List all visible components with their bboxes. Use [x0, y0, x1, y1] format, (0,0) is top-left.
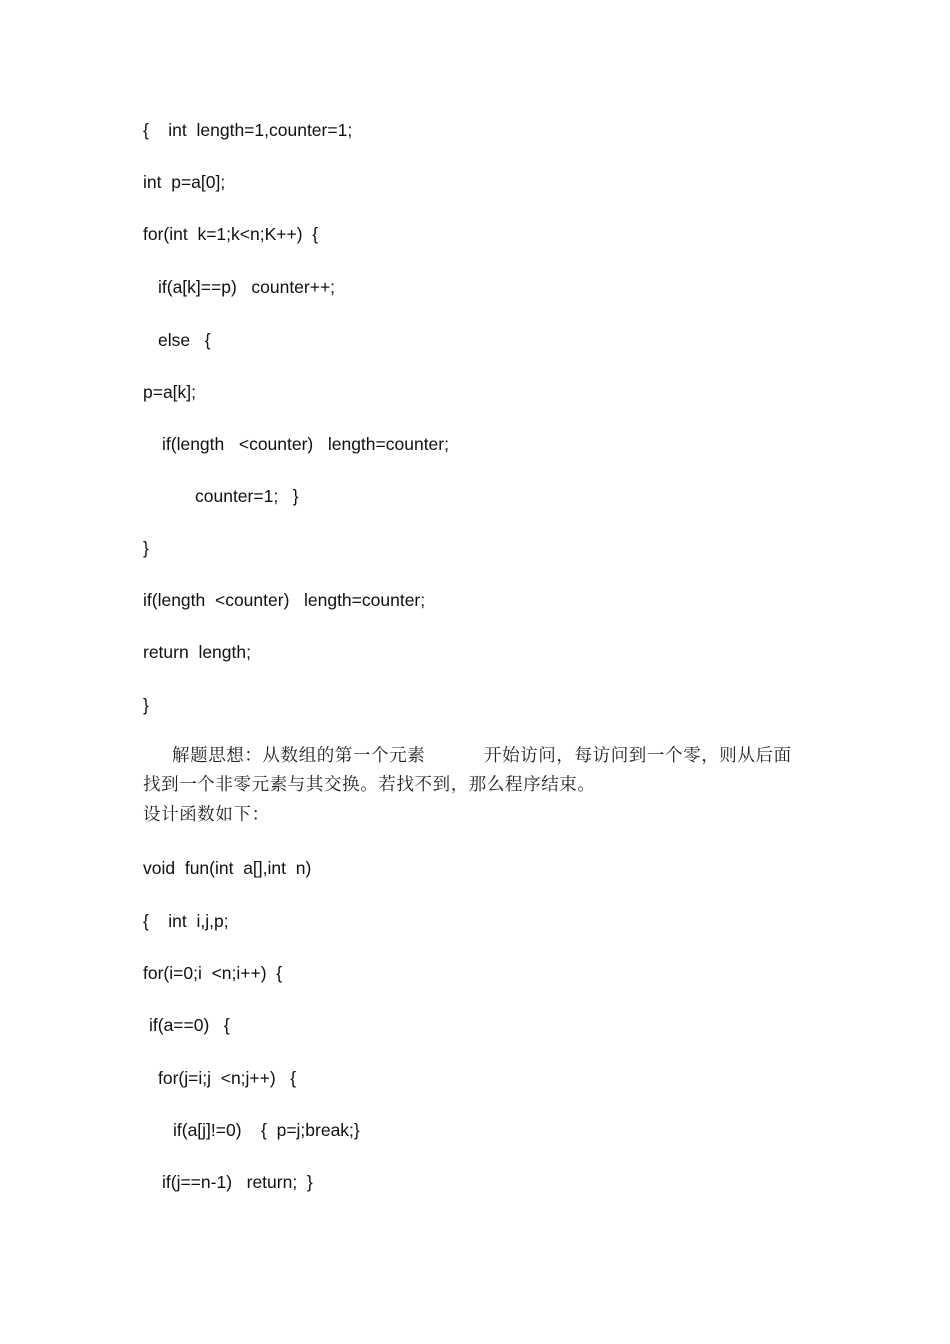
code-line-6: p=a[k]; — [143, 382, 197, 402]
code2-line-5: for(j=i;j <n;j++) { — [158, 1068, 297, 1088]
code2-line-7: if(j==n-1) return; } — [162, 1172, 313, 1192]
code-line-7: if(length <counter) length=counter; — [162, 434, 449, 454]
code-line-4: if(a[k]==p) counter++; — [158, 277, 336, 297]
code-line-1: { int length=1,counter=1; — [143, 120, 353, 140]
code-line-11: return length; — [143, 642, 251, 662]
code2-line-6: if(a[j]!=0) { p=j;break;} — [173, 1120, 360, 1140]
code2-line-3: for(i=0;i <n;i++) { — [143, 963, 283, 983]
explanation-line-2: 找到一个非零元素与其交换。若找不到，那么程序结束。 — [143, 775, 596, 795]
code-line-8: counter=1; } — [195, 486, 299, 506]
code2-line-2: { int i,j,p; — [143, 911, 229, 931]
code2-line-4: if(a==0) { — [149, 1015, 230, 1035]
code-line-10: if(length <counter) length=counter; — [143, 590, 426, 610]
code-line-9: } — [143, 538, 149, 558]
code-line-12: } — [143, 695, 149, 715]
explanation-line-3: 设计函数如下： — [143, 805, 270, 825]
explanation-line-1b: 开始访问，每访问到一个零，则从后面 — [484, 746, 792, 766]
code-line-3: for(int k=1;k<n;K++) { — [143, 224, 319, 244]
explanation-line-1a: 解题思想：从数组的第一个元素 — [172, 746, 426, 766]
code-line-2: int p=a[0]; — [143, 172, 226, 192]
code2-line-1: void fun(int a[],int n) — [143, 858, 312, 878]
code-line-5: else { — [158, 330, 211, 350]
